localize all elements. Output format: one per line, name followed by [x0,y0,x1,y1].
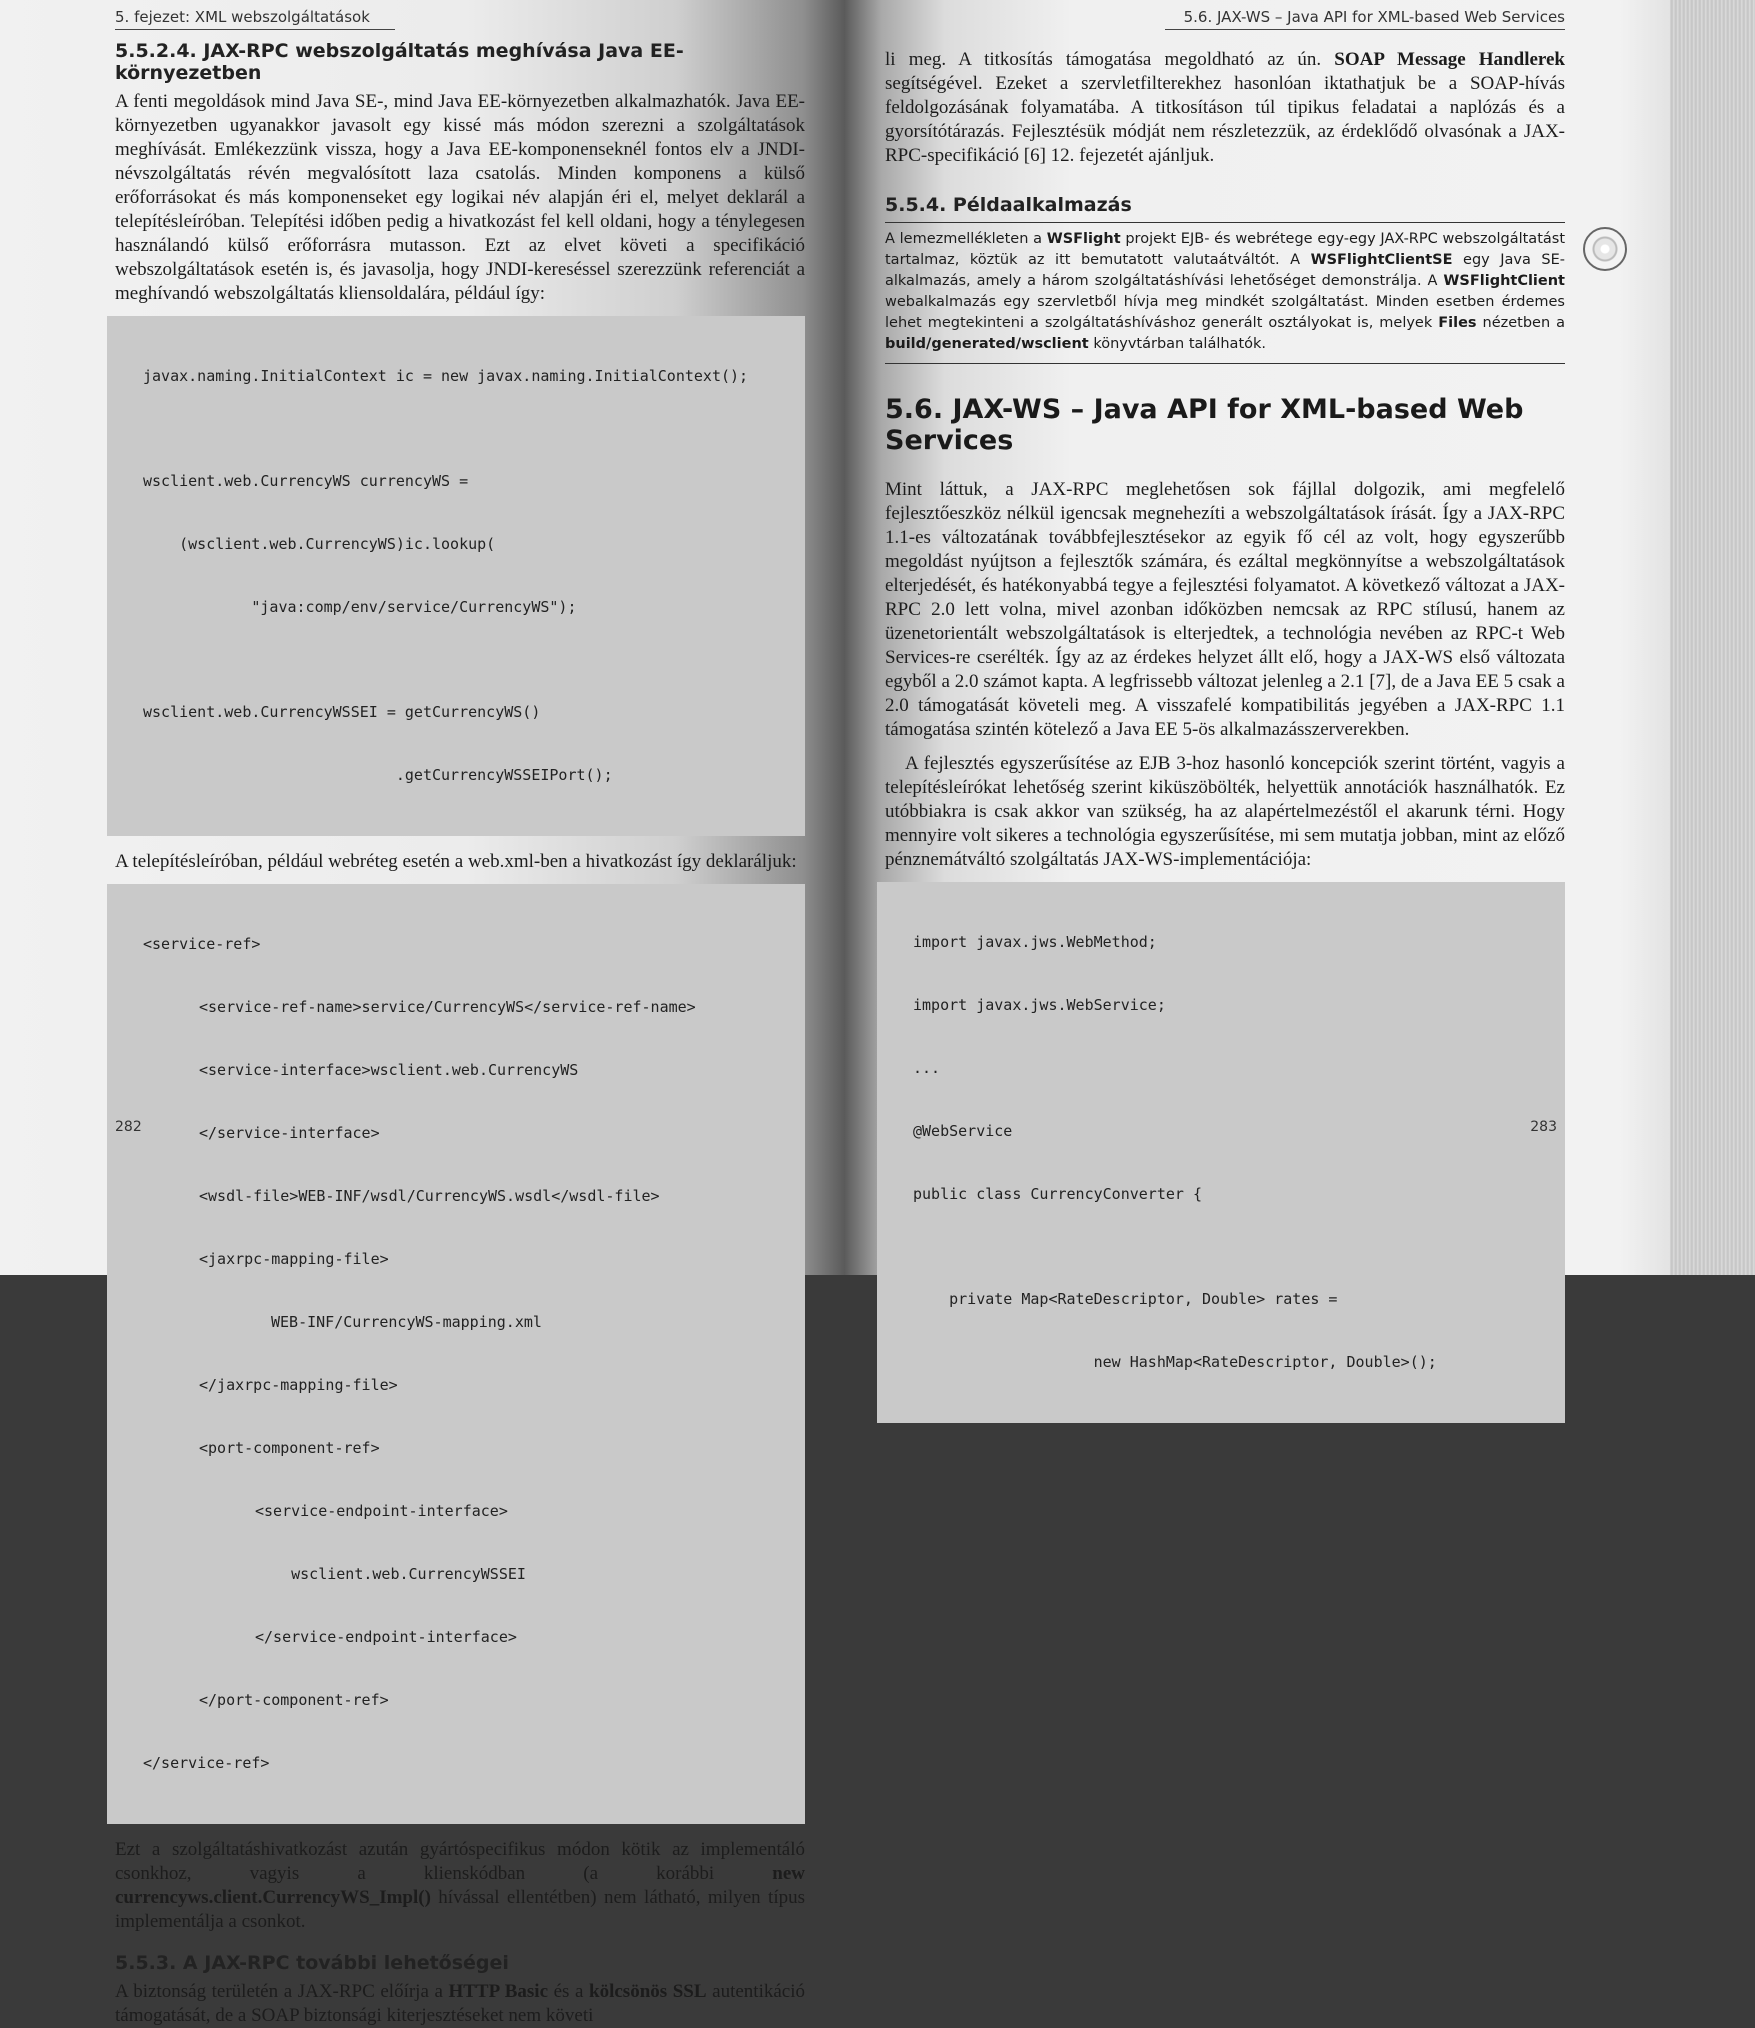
paragraph-soap-handlers [885,48,1565,168]
text-run: Ezt a szolgáltatáshivatkozást azután gyártóspecifikus módon kötik az implementáló csonkhoz, vagyis a klienskódban (a korábbi [115,1839,805,1884]
section-heading-5-5-2-4: 5.5.2.4. JAX-RPC webszolgáltatás meghívása Java EE-környezetben [115,40,684,84]
xml-line: WEB-INF/CurrencyWS-mapping.xml [271,1313,542,1331]
code-line: (wsclient.web.CurrencyWS)ic.lookup( [143,535,496,553]
xml-line: <service-ref> [143,935,261,953]
code-line: javax.naming.InitialContext ic = new javax.naming.InitialContext(); [143,367,749,385]
paragraph-simplification: A fejlesztés egyszerűsítése az EJB 3-hoz hasonló koncepciók szerint történt, vagyis a telepítésleírókat lehetőség szerint kiküszöbölték, helyettük annotációk használhatók. Ez utóbbiakra is csak akkor van szükség, ha az alapértelmezéstől el akarunk térni. Hogy mennyire volt sikeres a technológia egyszerűsítése, mi sem mutatja jobban, mint az előző pénznemátváltó szolgáltatás JAX-WS-implementációja: [885,753,1565,870]
right-page [845,0,1755,1371]
text-run: segítségével. Ezeket a szervletfilterekhez hasonlóan iktathatjuk be a SOAP-hívás feldolgozásának folyamatába. A titkosításon túl tipikus feladatai a naplózás és a gyorsítótárazás. Fejlesztésük módját nem részletezzük, az érdeklődő olvasónak a JAX-RPC-specifikáció [6] 12. fejezetét ajánljuk. [885,73,1565,166]
term-soap-message-handler: SOAP Message Handlerek [1334,49,1565,70]
code-block-currency-converter [877,882,1565,1423]
code-line: "java:comp/env/service/CurrencyWS"); [143,598,577,616]
code-reference: new currencyws.client.CurrencyWS_Impl() [115,1863,805,1908]
page-number-left: 282 [115,1119,142,1135]
section-heading-5-6: 5.6. JAX-WS – Java API for XML-based Web Services [885,394,1524,456]
text-run: nézetben a [1476,315,1565,331]
folder-path: build/generated/wsclient [885,336,1089,352]
text-run: autentikáció támogatását, de a SOAP biztonsági kiterjesztéseket nem követi [115,1981,805,2026]
xml-line: wsclient.web.CurrencyWSSEI [255,1565,526,1583]
code-line: @WebService [913,1122,1013,1140]
term-http-basic: HTTP Basic [448,1981,549,2002]
xml-line: </port-component-ref> [199,1691,389,1709]
code-block-jndi-lookup [107,316,805,836]
example-heading: 5.5.4. Példaalkalmazás [885,194,1132,216]
code-line: import javax.jws.WebMethod; [913,933,1157,951]
running-head-left: 5. fejezet: XML webszolgáltatások [115,8,395,30]
book-page-edges [1670,0,1755,1275]
paragraph-jndi: A fenti megoldások mind Java SE-, mind Java EE-környezetben alkalmazhatók. Java EE-környezetben ugyanakkor javasolt egy kissé más módon szerezni a szolgáltatások meghívását. Emlékezzünk vissza, hogy a Java EE-komponenseknél fontos elv a JNDI-névszolgáltatás révén megvalósított laza csatolás. Minden komponens a külső erőforrásokat és más komponenseket egy logikai név alapján éri el, melyet deklarál a telepítésleíróban. Telepítési időben pedig a hivatkozást fel kell oldani, hogy a ténylegesen használandó külső erőforrásra mutasson. Ezt az elvet követi a specifikáció webszolgáltatások esetén is, és javasolja, hogy JNDI-kereséssel szerezzünk referenciát a meghívandó webszolgáltatás kliensoldalára, például így: [115,91,805,304]
page-number-right: 283 [1530,1119,1557,1135]
xml-line: </service-ref> [143,1754,270,1772]
text-run: könyvtárban találhatók. [1088,336,1267,352]
project-name: WSFlight [1046,231,1121,247]
paragraph-security [115,1980,805,2028]
code-block-service-ref-xml [107,884,805,1824]
code-line: ... [913,1059,941,1077]
xml-line: <service-ref-name>service/CurrencyWS</service-ref-name> [199,998,696,1016]
xml-line: <service-interface>wsclient.web.CurrencyWS [199,1061,579,1079]
text-run: projekt EJB- és webrétege egy-egy JAX-RPC webszolgáltatást tartalmaz, köztük az itt bemutatott valutaátváltót. A [885,231,1566,268]
section-heading-5-5-3: 5.5.3. A JAX-RPC további lehetőségei [115,1952,509,1974]
example-box [885,222,1565,364]
paragraph-deployment-descriptor: A telepítésleíróban, például webréteg esetén a web.xml-ben a hivatkozást így deklaráljuk: [115,851,797,872]
view-name: Files [1438,315,1477,331]
text-run: egy Java SE-alkalmazás, amely a három szolgáltatáshívási lehetőséget demonstrálja. A [885,252,1566,289]
left-page [0,0,845,2026]
code-line: import javax.jws.WebService; [913,996,1166,1014]
cd-disc-icon [1583,227,1627,271]
code-line: new HashMap<RateDescriptor, Double>(); [913,1353,1437,1371]
text-run: hívással ellentétben) nem látható, milyen típus implementálja a csonkot. [115,1887,805,1932]
text-run: li meg. A titkosítás támogatása megoldható az ún. [885,49,1335,70]
xml-line: </jaxrpc-mapping-file> [199,1376,398,1394]
xml-line: <jaxrpc-mapping-file> [199,1250,389,1268]
code-line: wsclient.web.CurrencyWSSEI = getCurrencyWS() [143,703,541,721]
text-run: A biztonság területén a JAX-RPC előírja a [115,1981,449,2002]
text-run: és a [548,1981,590,2002]
term-mutual-ssl: kölcsönös SSL [589,1981,707,2002]
project-name: WSFlightClientSE [1310,252,1453,268]
xml-line: <port-component-ref> [199,1439,380,1457]
code-line: private Map<RateDescriptor, Double> rates = [913,1290,1338,1308]
text-run: A lemezmellékleten a [885,231,1047,247]
running-head-right: 5.6. JAX-WS – Java API for XML-based Web Services [1165,8,1565,30]
xml-line: </service-interface> [199,1124,380,1142]
code-line: public class CurrencyConverter { [913,1185,1202,1203]
paragraph-binding [115,1838,805,1934]
paragraph-jaxws-intro: Mint láttuk, a JAX-RPC meglehetősen sok fájllal dolgozik, ami megfelelő fejlesztőeszköz nélkül igencsak megnehezíti a webszolgáltatások írását. Így a JAX-RPC 1.1-es változatának továbbfejlesztésekor az egyik fő cél az volt, hogy egyszerűbb megoldást nyújtson a fejlesztők számára, és ezáltal megkönnyítse a webszolgáltatások elterjedését, és hatékonyabbá tegye a fejlesztési folyamatot. A következő változat a JAX-RPC 2.0 lett volna, mivel azonban időközben nemcsak az RPC stílusú, hanem az üzenetorientált webszolgáltatások is elterjedtek, a technológia nevében az RPC-t Web Services-re cserélték. Így az az érdekes helyzet állt elő, hogy a JAX-WS első változata egyből a 2.0 számot kapta. A legfrissebb változat jelenleg a 2.1 [7], de a Java EE 5 csak a 2.0 támogatását követeli meg. A visszafelé kompatibilitás jegyében a JAX-RPC 1.1 támogatása szintén kötelező a Java EE 5-ös alkalmazásszerverekben. [885,479,1565,740]
xml-line: <service-endpoint-interface> [255,1502,508,1520]
code-line: wsclient.web.CurrencyWS currencyWS = [143,472,469,490]
text-run: webalkalmazás egy szervletből hívja meg mindkét szolgáltatást. Minden esetben érdemes lehet megtekinteni a szolgáltatáshíváshoz generált osztályokat is, melyek [885,294,1565,331]
project-name: WSFlightClient [1443,273,1565,289]
xml-line: <wsdl-file>WEB-INF/wsdl/CurrencyWS.wsdl</wsdl-file> [199,1187,660,1205]
code-line: .getCurrencyWSSEIPort(); [143,766,613,784]
xml-line: </service-endpoint-interface> [255,1628,517,1646]
